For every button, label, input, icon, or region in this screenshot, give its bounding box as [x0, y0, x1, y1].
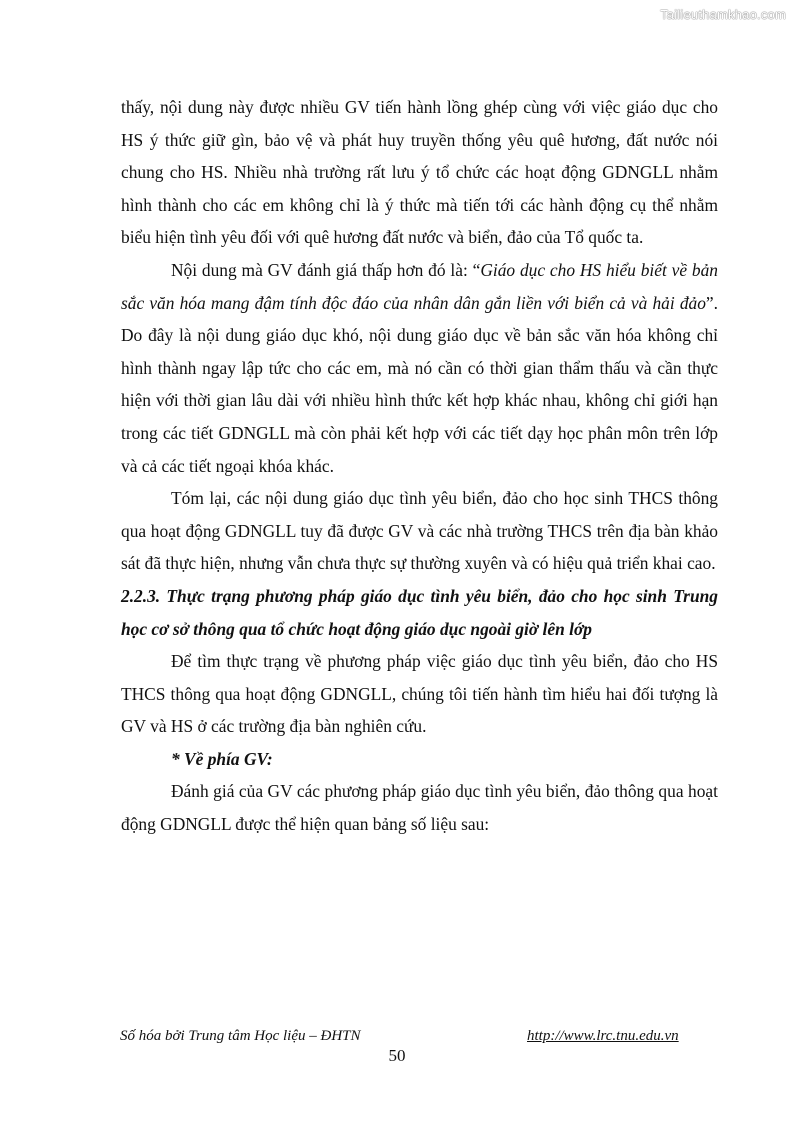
watermark-text: Tailieuthamkhao.com [660, 7, 786, 22]
document-body [121, 91, 718, 841]
paragraph-3: Tóm lại, các nội dung giáo dục tình yêu biển, đảo cho học sinh THCS thông qua hoạt động GDNGLL tuy đã được GV và các nhà trường THCS trên địa bàn khảo sát đã thực hiện, nhưng vẫn chưa thực sự thường xuyên và có hiệu quả triển khai cao. [121, 488, 718, 574]
footer-url-link[interactable]: http://www.lrc.tnu.edu.vn [527, 1028, 679, 1044]
paragraph-2-quote: Giáo dục cho HS hiểu biết về bản sắc văn hóa mang đậm tính độc đáo của nhân dân gắn liền với biển cả và hải đảo [121, 259, 718, 313]
paragraph-5: Đánh giá của GV các phương pháp giáo dục tình yêu biển, đảo thông qua hoạt động GDNGLL được thể hiện quan bảng số liệu sau: [121, 781, 718, 835]
paragraph-1: thấy, nội dung này được nhiều GV tiến hành lồng ghép cùng với việc giáo dục cho HS ý thức giữ gìn, bảo vệ và phát huy truyền thống yêu quê hương, đất nước nói chung cho HS. Nhiều nhà trường rất lưu ý tổ chức các hoạt động GDNGLL nhằm hình thành cho các em không chỉ là ý thức mà tiến tới các hành động cụ thể nhằm biểu hiện tình yêu đối với quê hương đất nước và biển, đảo của Tổ quốc ta. [121, 97, 718, 248]
paragraph-2-start: Nội dung mà GV đánh giá thấp hơn đó là: “ [171, 259, 481, 280]
section-heading: 2.2.3. Thực trạng phương pháp giáo dục tình yêu biển, đảo cho học sinh Trung học cơ sở thông qua tổ chức hoạt động giáo dục ngoài giờ lên lớp [121, 585, 718, 639]
page-number: 50 [388, 1046, 406, 1065]
subheading-teacher: * Về phía GV: [171, 748, 273, 769]
paragraph-4: Để tìm thực trạng về phương pháp việc giáo dục tình yêu biển, đảo cho HS THCS thông qua hoạt động GDNGLL, chúng tôi tiến hành tìm hiểu hai đối tượng là GV và HS ở các trường địa bàn nghiên cứu. [121, 651, 718, 737]
paragraph-2 [121, 254, 718, 482]
footer-digitized-by: Số hóa bởi Trung tâm Học liệu – ĐHTN [120, 1028, 361, 1044]
paragraph-2-end: ”. Do đây là nội dung giáo dục khó, nội dung giáo dục về bản sắc văn hóa không chỉ hình thành ngay lập tức cho các em, mà nó cần có thời gian thẩm thấu và cần thực hiện với thời gian lâu dài với nhiều hình thức kết hợp khác nhau, không chỉ giới hạn trong các tiết GDNGLL mà còn phải kết hợp với các tiết dạy học phân môn trên lớp và cả các tiết ngoại khóa khác. [121, 292, 718, 476]
